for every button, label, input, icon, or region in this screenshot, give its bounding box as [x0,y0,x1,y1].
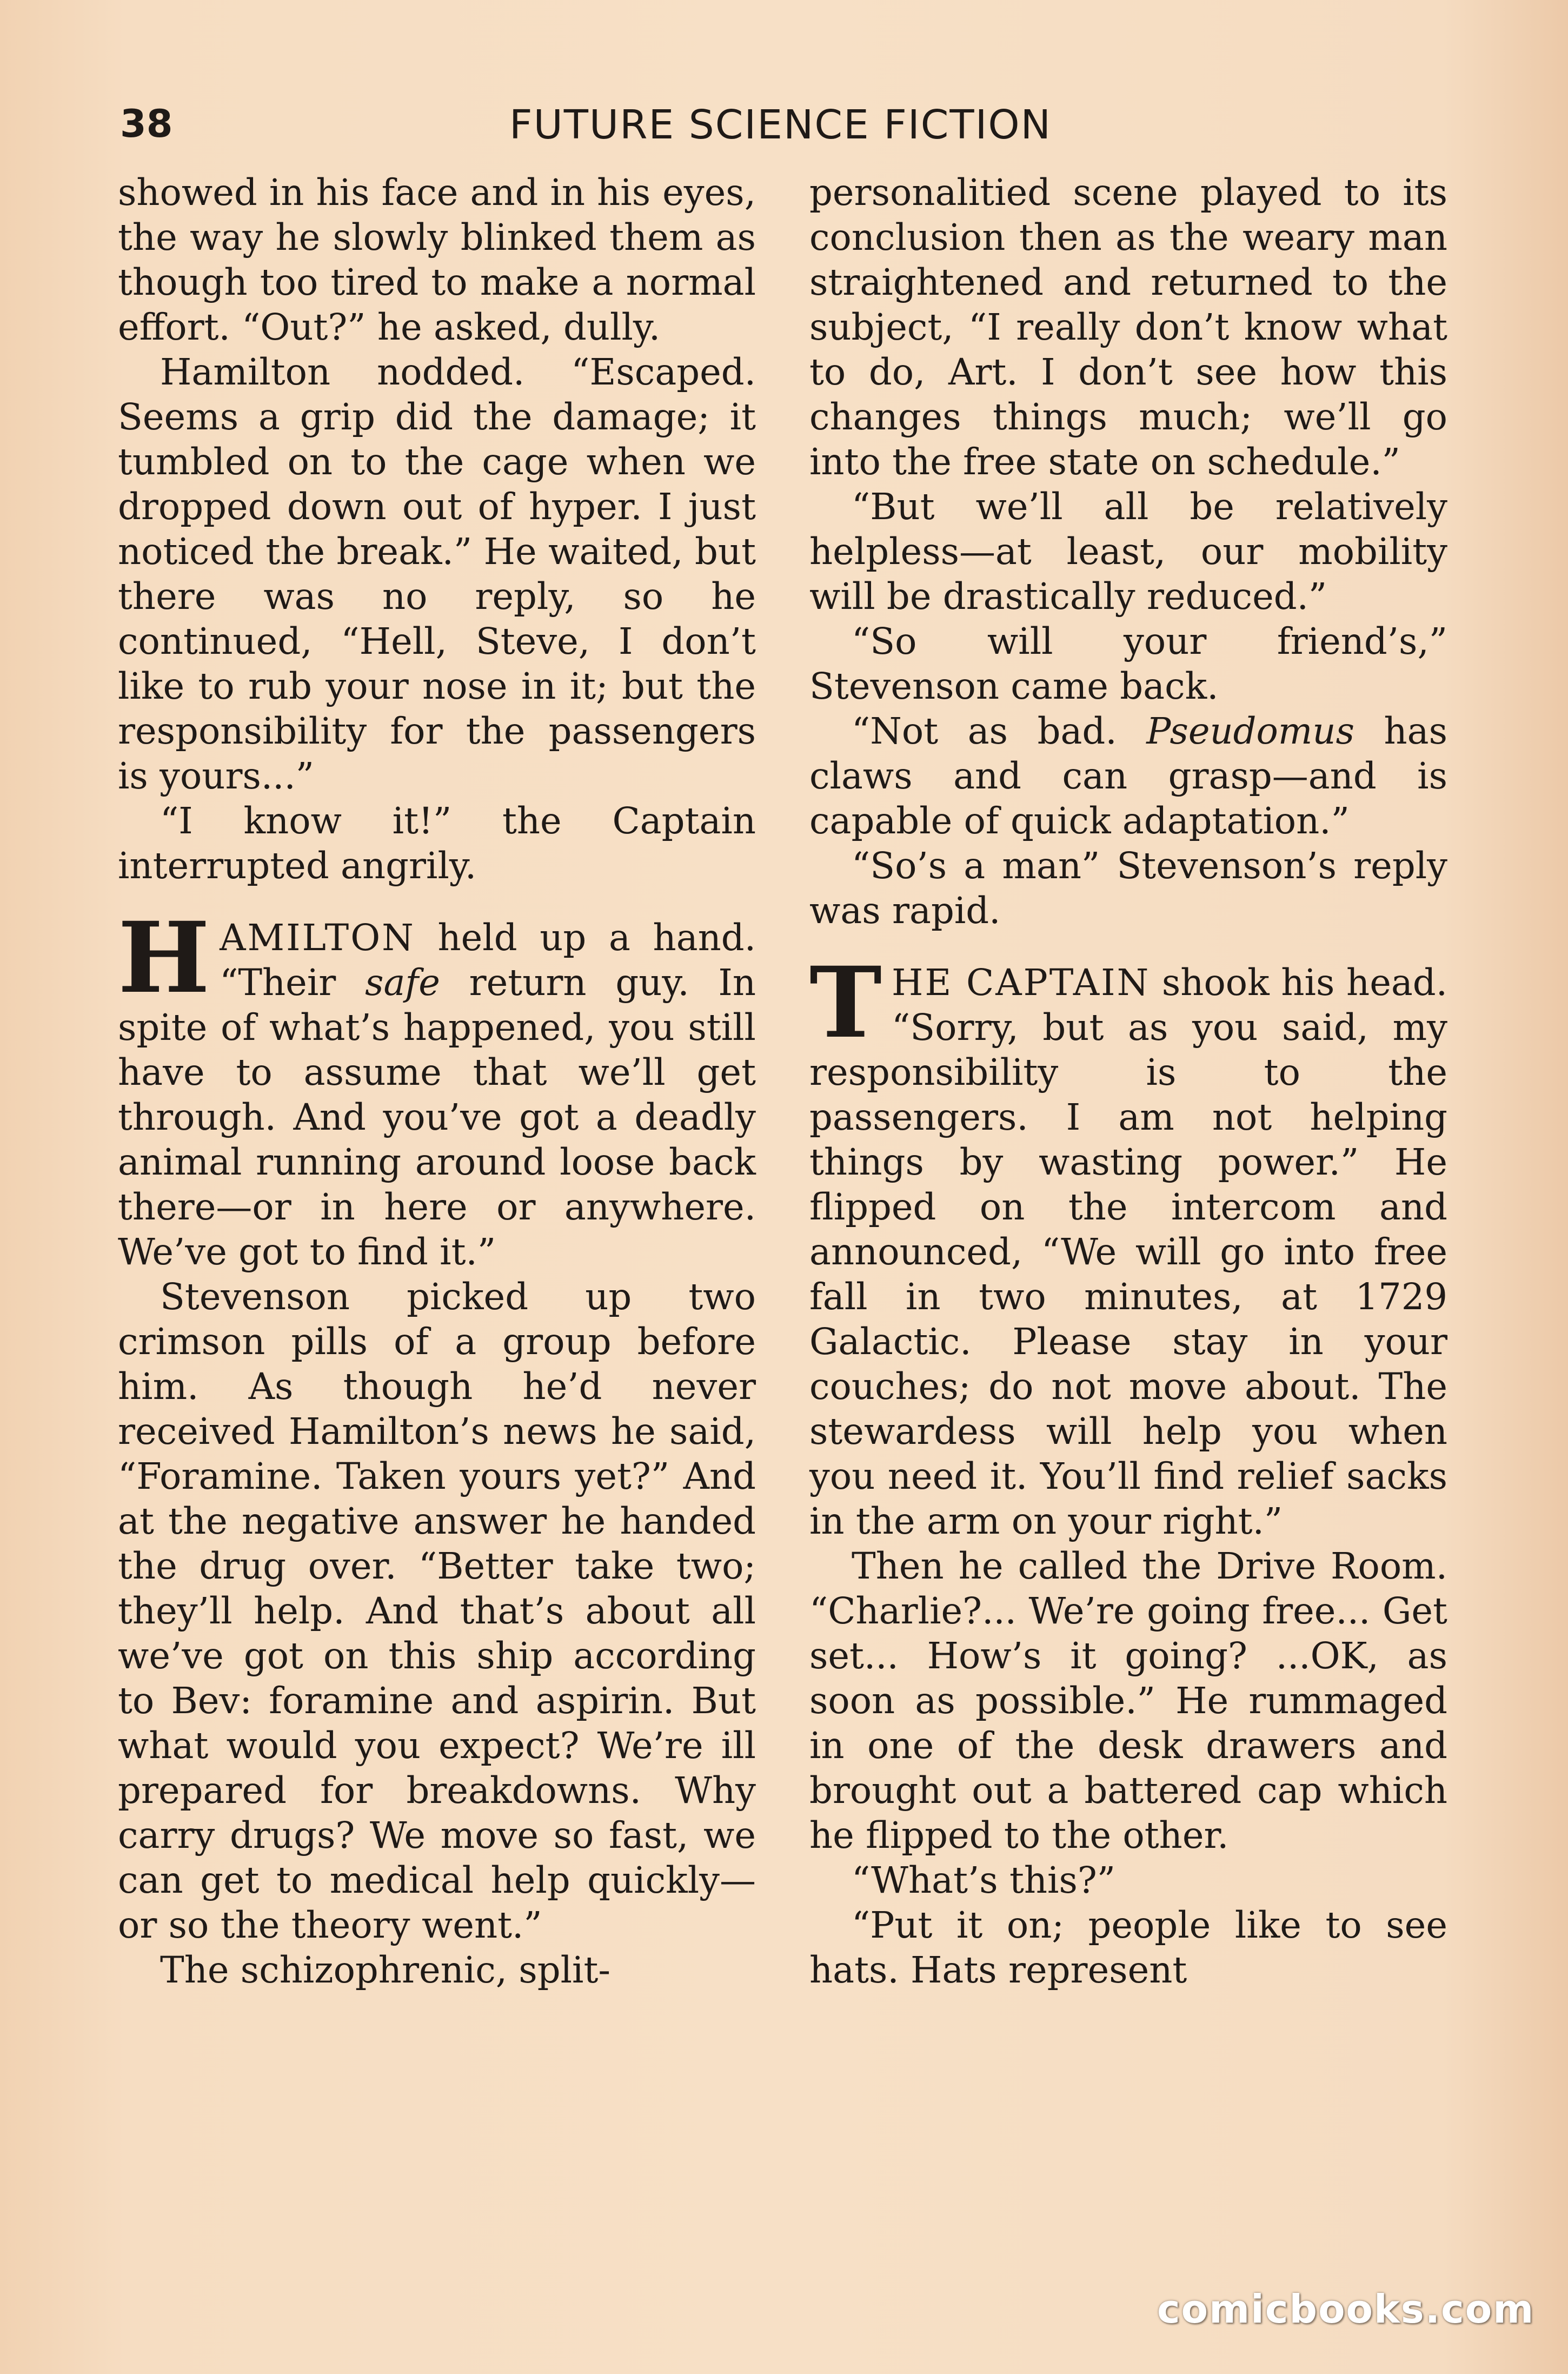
text-run: shook his head. “Sorry, but as you said, my responsibility is to the passengers. I am not helping things by wasting power.” He flipped on the intercom and announced, “We will go into free fall in two minutes, at 1729 Galactic. Please stay in your couches; do not move about. The stewardess will help you when you need it. You’ll find relief sacks in the arm on your right.” [809,961,1447,1542]
section-paragraph [118,901,756,1275]
running-title: FUTURE SCIENCE FICTION [509,102,1052,148]
page-header [120,102,1456,150]
paragraph: “But we’ll all be relatively helpless—at least, our mobility will be drastically reduced.” [809,486,1447,618]
paragraph: showed in his face and in his eyes, the way he slowly blinked them as though too tired to make a normal effort. “Out?” he asked, dully. [118,171,756,348]
text-run: held up a hand. “Their [220,917,756,1004]
text-run: “Not as bad. [852,710,1147,752]
left-column [118,170,756,1993]
paragraph: “Put it on; people like to see hats. Hats represent [809,1904,1447,1991]
paragraph: Hamilton nodded. “Escaped. Seems a grip did the damage; it tumbled on to the cage when we dropped down out of hyper. I just noticed the break.” He waited, but there was no reply, so he continued, “Hell, Steve, I don’t like to rub your nose in it; but the responsibility for the passengers is yours...” [118,351,756,797]
paragraph [809,709,1447,844]
text-run: has claws and can grasp—and is capable of quick adaptation.” [809,710,1447,842]
paragraph: Then he called the Drive Room. “Charlie?... We’re going free... Get set... How’s it going? ...OK, as soon as possible.” He rummaged in one of the desk drawers and brought out a battered cap which he flipped to the other. [809,1545,1447,1856]
paragraph: “What’s this?” [852,1859,1116,1901]
paragraph: personalitied scene played to its conclusion then as the weary man straightened and returned to the subject, “I really don’t know what to do, Art. I don’t see how this changes things much; we’ll go into the free state on schedule.” [809,171,1447,483]
text-run: return guy. In spite of what’s happened, you still have to assume that we’ll get through. And you’ve got a deadly animal running around loose back there—or in here or anywhere. We’ve got to find it.” [118,961,756,1273]
italic-word: Pseudomus [1146,710,1354,752]
page-number: 38 [120,102,173,146]
right-column [809,170,1447,1993]
paragraph: “So’s a man” Stevenson’s reply was rapid. [809,845,1447,932]
watermark: comicbooks.com [1157,2286,1535,2332]
paragraph: The schizophrenic, split- [160,1949,611,1991]
section-paragraph [809,946,1447,1544]
paragraph: “So will your friend’s,” Stevenson came back. [809,620,1447,707]
paragraph: Stevenson picked up two crimson pills of a group before him. As though he’d never received Hamilton’s news he said, “Foramine. Taken yours yet?” And at the negative answer he handed the drug over. “Better take two; they’ll help. And that’s about all we’ve got on this ship according to Bev: foramine and aspirin. But what would you expect? We’re ill prepared for breakdowns. Why carry drugs? We move so fast, we can get to medical help quickly—or so the theory went.” [118,1276,756,1946]
paragraph: “I know it!” the Captain interrupted angrily. [118,800,756,887]
italic-word: safe [365,961,440,1004]
drop-cap: T [809,946,882,1060]
drop-cap: H [118,901,210,1015]
lead-caps: HE CAPTAIN [891,961,1151,1004]
lead-caps: AMILTON [220,917,415,959]
